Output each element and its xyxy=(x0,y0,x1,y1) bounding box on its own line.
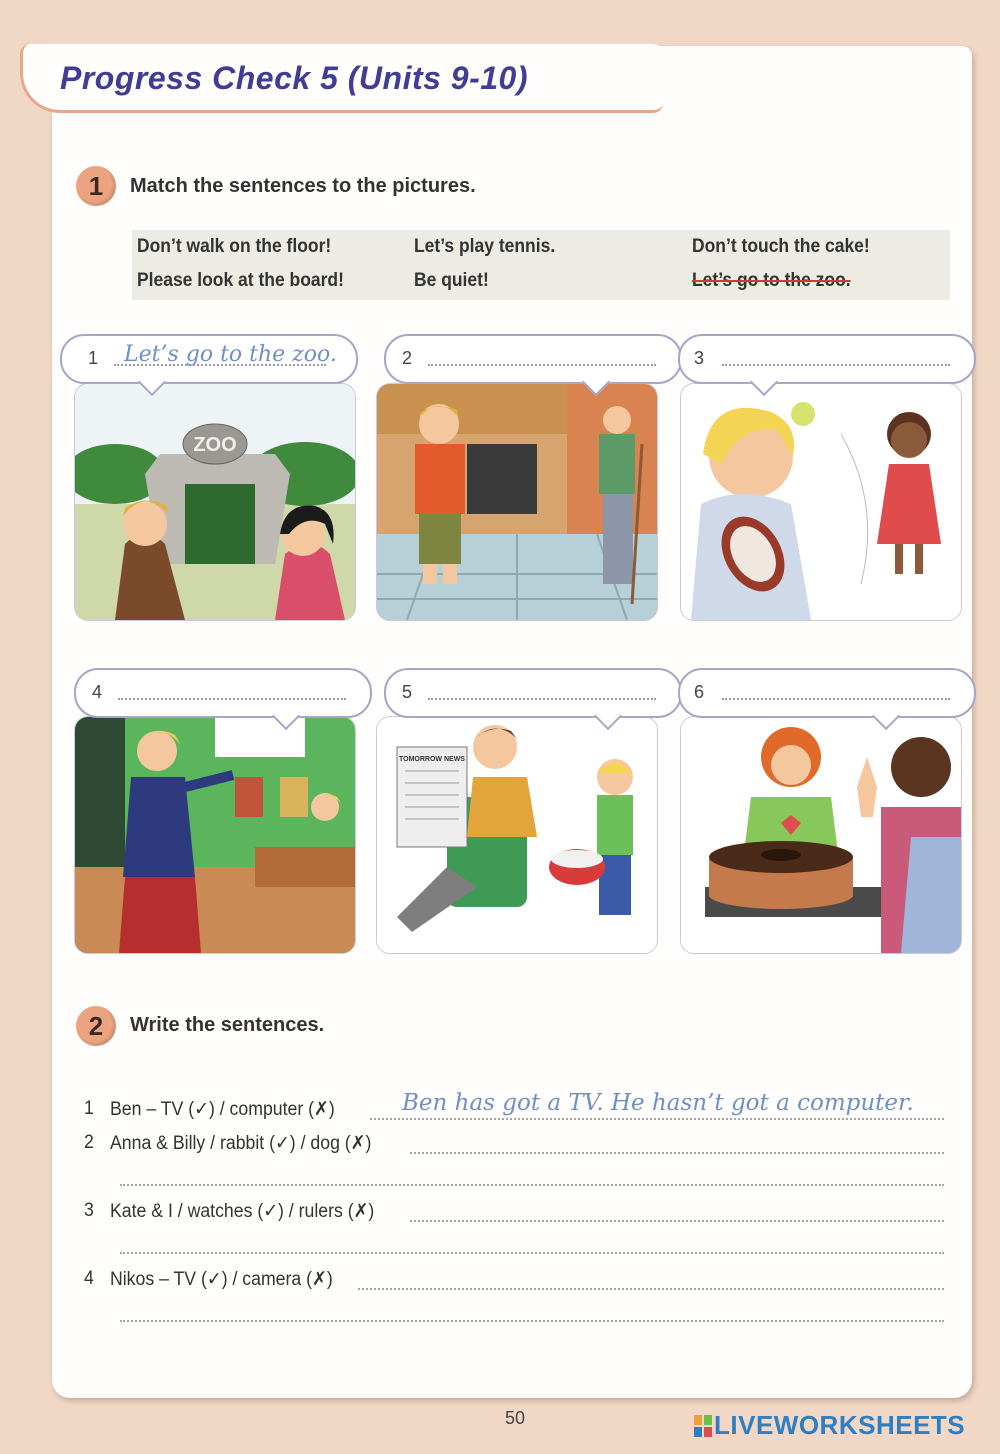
exercise-2-item-number: 3 xyxy=(84,1200,94,1221)
answer-line[interactable] xyxy=(120,1320,944,1322)
exercise-2-prompt: Anna & Billy / rabbit (✓) / dog (✗) xyxy=(110,1133,372,1154)
exercise-2-prompt: Kate & I / watches (✓) / rulers (✗) xyxy=(110,1201,375,1222)
page-number: 50 xyxy=(505,1408,526,1428)
picture-number: 6 xyxy=(694,682,705,702)
speech-bubble-5 xyxy=(384,668,682,718)
kitchen-floor-illustration xyxy=(377,384,657,620)
liveworksheets-logo xyxy=(694,1410,965,1441)
classroom-illustration xyxy=(75,717,355,953)
exercise-2-item-number: 1 xyxy=(84,1098,94,1119)
word-box-item-used: Let’s go to the zoo. xyxy=(692,270,851,291)
picture-number: 3 xyxy=(694,348,705,368)
picture-2-floor xyxy=(376,383,658,621)
answer-line[interactable] xyxy=(120,1252,944,1254)
answer-text: Let’s go to the zoo. xyxy=(124,342,337,367)
word-box-item: Let’s play tennis. xyxy=(414,236,556,257)
answer-line[interactable] xyxy=(358,1288,944,1290)
speech-bubble-6 xyxy=(678,668,976,718)
answer-line xyxy=(370,1118,944,1120)
word-box-item: Don’t touch the cake! xyxy=(692,236,870,257)
brand-text: LIVEWORKSHEETS xyxy=(714,1410,966,1440)
newspaper-headline: TOMORROW NEWS xyxy=(399,756,465,763)
speech-bubble-2 xyxy=(384,334,682,384)
speech-bubble-3 xyxy=(678,334,976,384)
picture-number: 2 xyxy=(402,348,413,368)
drum-newspaper-illustration xyxy=(377,717,657,953)
picture-number: 1 xyxy=(88,348,99,368)
answer-text: Ben has got a TV. He hasn’t got a computer. xyxy=(402,1090,914,1116)
page-title: Progress Check 5 (Units 9-10) xyxy=(60,60,528,96)
exercise-2-item-number: 4 xyxy=(84,1268,94,1289)
picture-4-classroom xyxy=(74,716,356,954)
picture-number: 4 xyxy=(92,682,103,702)
picture-5-quiet xyxy=(376,716,658,954)
speech-bubble-1 xyxy=(60,334,358,384)
picture-6-cake xyxy=(680,716,962,954)
exercise-2-number: 2 xyxy=(76,1006,116,1046)
answer-line[interactable] xyxy=(410,1220,944,1222)
answer-line[interactable] xyxy=(410,1152,944,1154)
exercise-1-number: 1 xyxy=(76,166,116,206)
liveworksheets-icon xyxy=(694,1415,712,1437)
word-box-item: Don’t walk on the floor! xyxy=(137,236,332,257)
picture-1-zoo xyxy=(74,383,356,621)
exercise-2-prompt: Ben – TV (✓) / computer (✗) xyxy=(110,1099,335,1120)
picture-3-tennis xyxy=(680,383,962,621)
answer-line[interactable] xyxy=(120,1184,944,1186)
zoo-illustration xyxy=(75,384,355,620)
tennis-illustration xyxy=(681,384,961,620)
exercise-1-instruction: Match the sentences to the pictures. xyxy=(130,175,476,197)
speech-bubble-4 xyxy=(74,668,372,718)
zoo-sign-text: ZOO xyxy=(193,434,237,456)
picture-number: 5 xyxy=(402,682,413,702)
cake-illustration xyxy=(681,717,961,953)
exercise-2-instruction: Write the sentences. xyxy=(130,1014,325,1036)
word-box-item: Please look at the board! xyxy=(137,270,344,291)
exercise-2-prompt: Nikos – TV (✓) / camera (✗) xyxy=(110,1269,333,1290)
word-box-item: Be quiet! xyxy=(414,270,489,291)
exercise-2-item-number: 2 xyxy=(84,1132,94,1153)
